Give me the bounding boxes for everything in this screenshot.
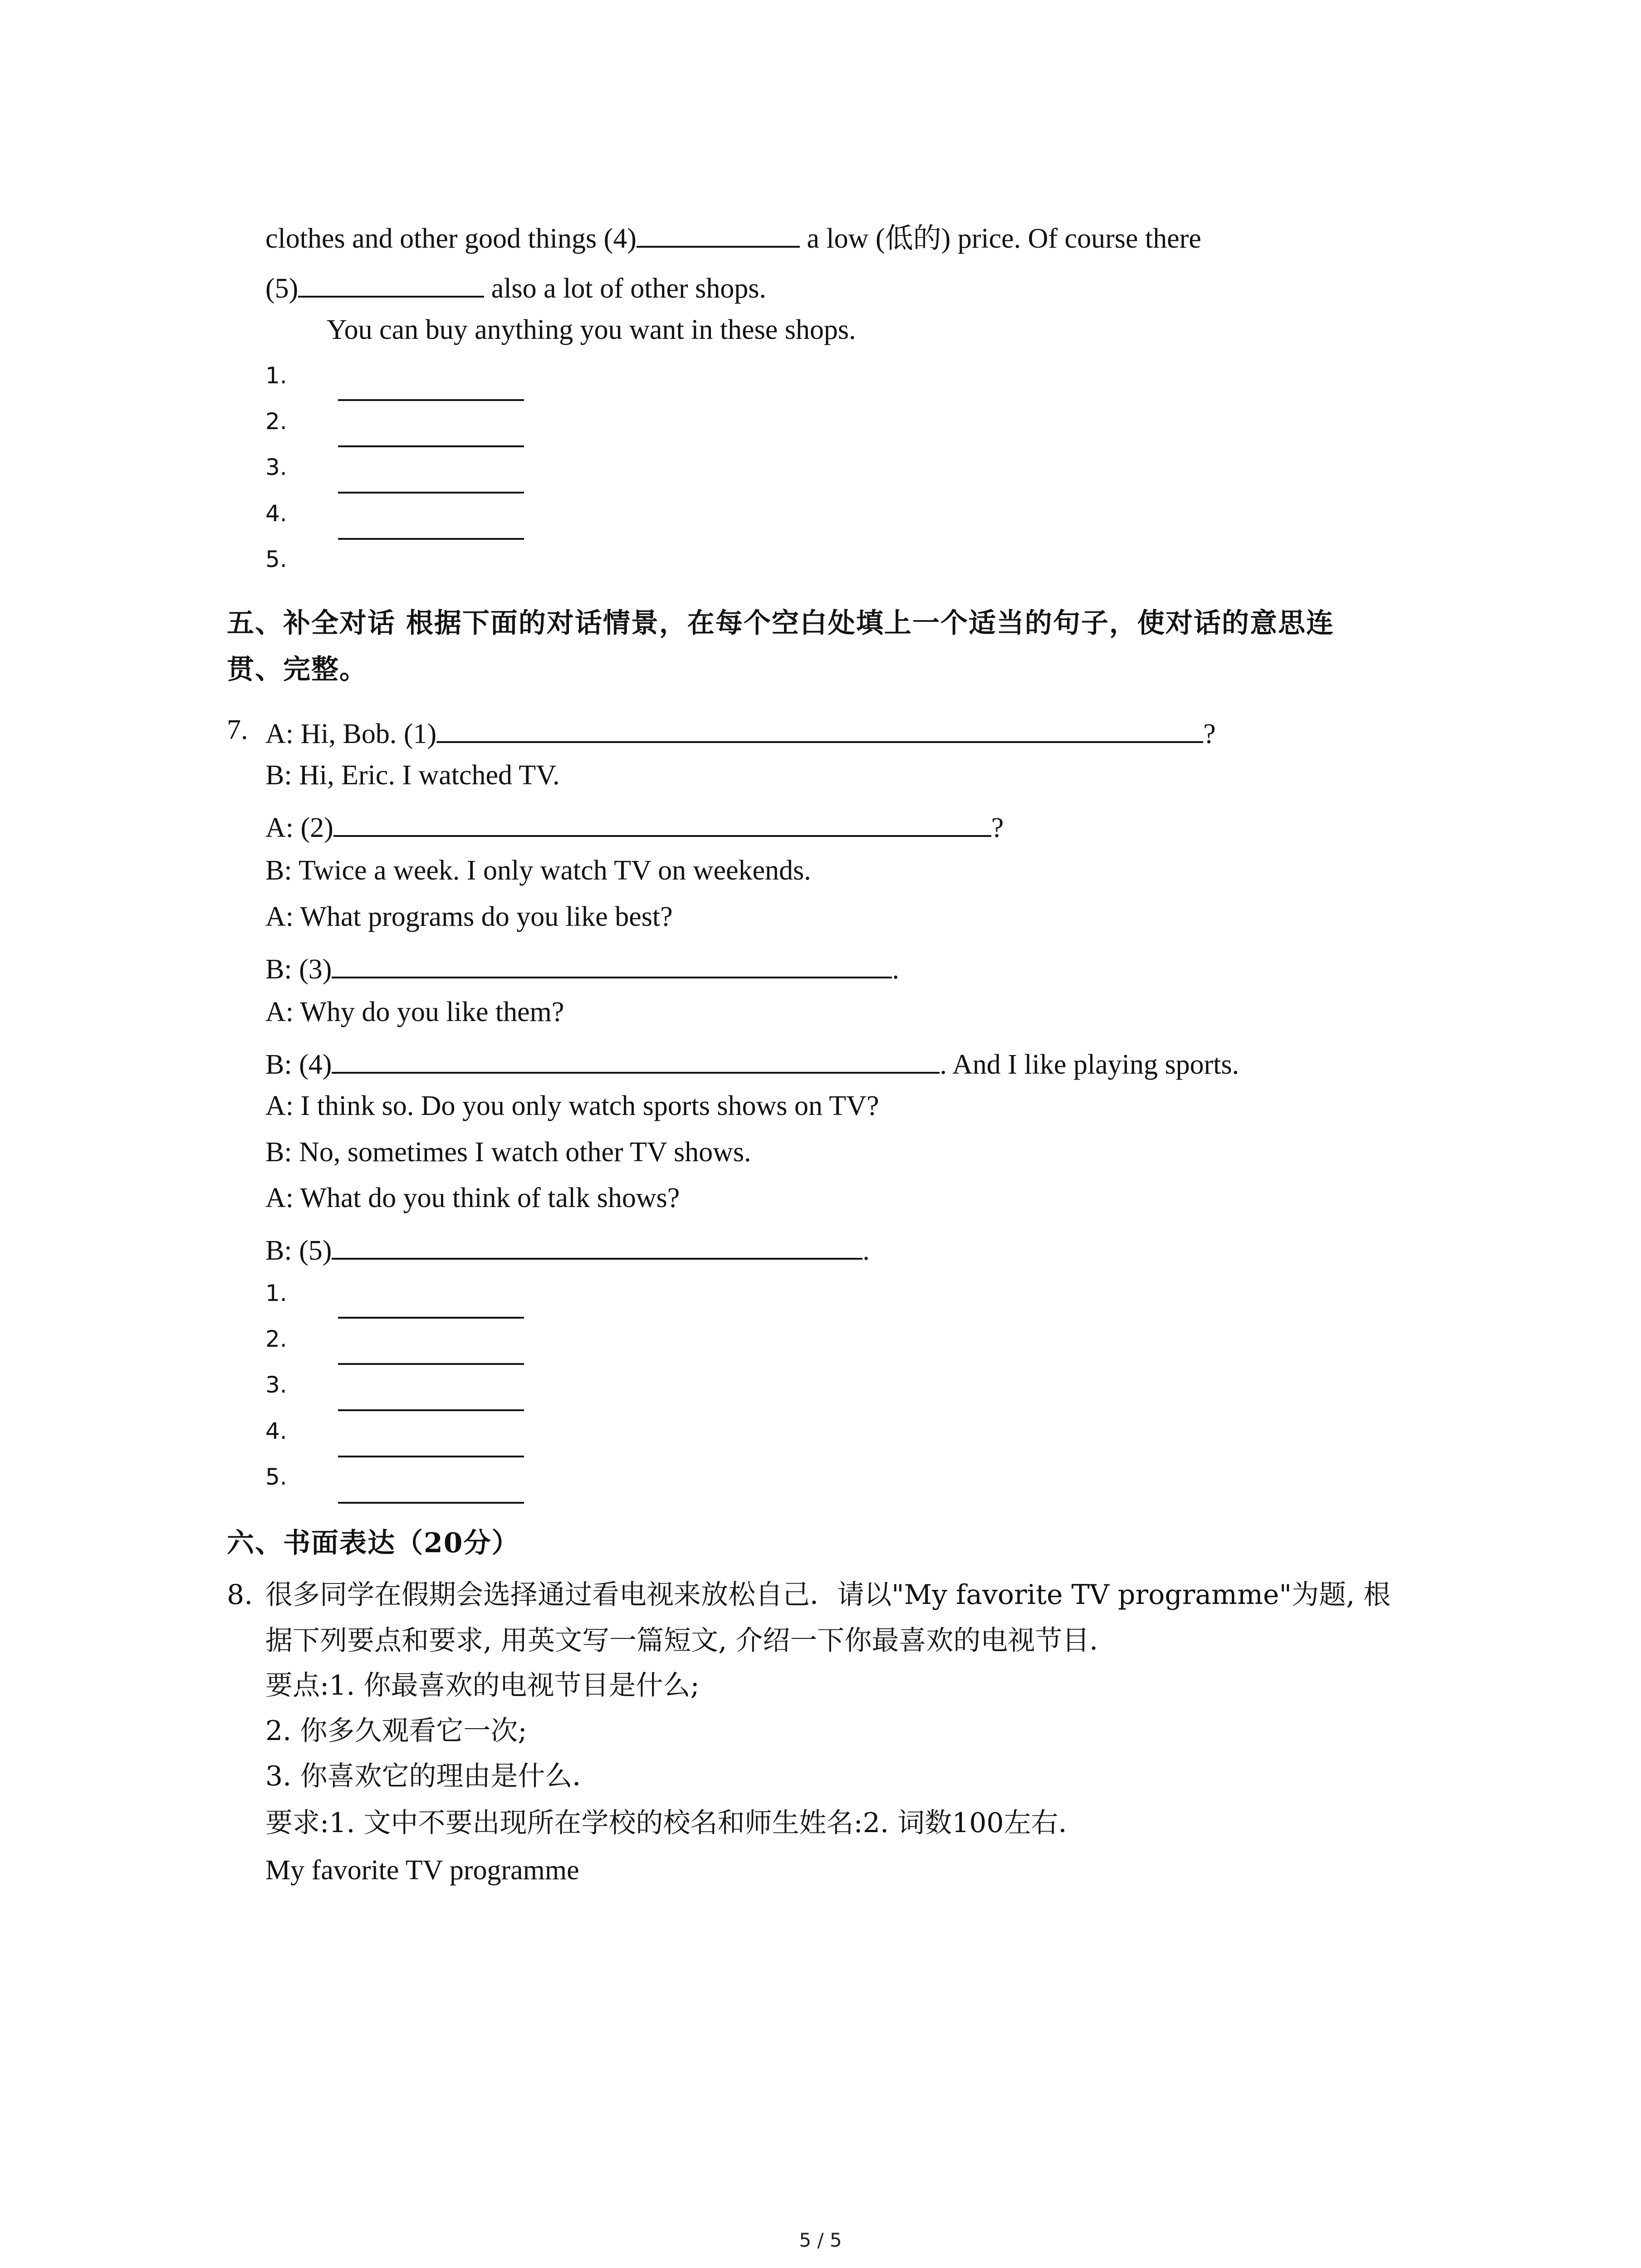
- question-8-point-3: 3. 你喜欢它的理由是什么．: [265, 1760, 600, 1792]
- question-8-point-2: 2. 你多久观看它一次;: [265, 1715, 527, 1747]
- section-6-heading: 六、书面表达（20分）: [227, 1527, 520, 1559]
- answer-b-line-4[interactable]: [338, 1456, 524, 1457]
- dialogue-line-12-start: B: (5): [265, 1235, 332, 1266]
- dialogue-line-8: [265, 1046, 1239, 1079]
- passage-line-2-start: (5): [265, 273, 299, 304]
- answer-a-line-4[interactable]: [338, 538, 524, 540]
- question-8-number: 8.: [227, 1579, 253, 1611]
- dialogue-line-3-end: ?: [991, 812, 1004, 843]
- answer-b-number-1: 1.: [265, 1280, 287, 1306]
- answer-b-line-1[interactable]: [338, 1317, 524, 1319]
- passage-line-1-end: a low (低的) price. Of course there: [799, 223, 1201, 254]
- question-8-point-1: 要点:1. 你最喜欢的电视节目是什么;: [265, 1670, 700, 1701]
- blank-dialogue-3[interactable]: [332, 951, 892, 978]
- question-7-number: 7.: [227, 714, 248, 745]
- dialogue-line-4: B: Twice a week. I only watch TV on weekends.: [265, 855, 811, 886]
- dialogue-line-11: A: What do you think of talk shows?: [265, 1183, 680, 1213]
- answer-a-number-4: 4.: [265, 500, 287, 527]
- dialogue-line-6-start: B: (3): [265, 954, 332, 985]
- question-8-prompt-line-2: 据下列要点和要求, 用英文写一篇短文, 介绍一下你最喜欢的电视节目．: [265, 1625, 1117, 1657]
- blank-dialogue-5[interactable]: [332, 1232, 862, 1260]
- answer-a-line-1[interactable]: [338, 399, 524, 401]
- dialogue-line-7: A: Why do you like them?: [265, 997, 564, 1027]
- passage-line-1-start: clothes and other good things (4): [265, 223, 637, 254]
- answer-a-number-1: 1.: [265, 362, 287, 389]
- dialogue-line-1: [265, 716, 1216, 748]
- dialogue-line-9: A: I think so. Do you only watch sports shows on TV?: [265, 1090, 879, 1121]
- answer-b-line-3[interactable]: [338, 1409, 524, 1411]
- dialogue-line-8-end: . And I like playing sports.: [940, 1049, 1239, 1080]
- answer-a-number-5: 5.: [265, 546, 287, 572]
- blank-dialogue-2[interactable]: [333, 810, 991, 837]
- dialogue-line-12-end: .: [862, 1235, 870, 1266]
- question-8-requirements: 要求:1. 文中不要出现所在学校的校名和师生姓名:2. 词数100左右．: [265, 1807, 1086, 1839]
- dialogue-line-5: A: What programs do you like best?: [265, 901, 673, 932]
- dialogue-line-10: B: No, sometimes I watch other TV shows.: [265, 1137, 751, 1168]
- answer-a-number-2: 2.: [265, 408, 287, 435]
- dialogue-line-12: [265, 1232, 870, 1265]
- answer-a-line-2[interactable]: [338, 445, 524, 447]
- dialogue-line-6: [265, 951, 899, 983]
- blank-passage-4[interactable]: [637, 220, 800, 248]
- answer-b-line-5[interactable]: [338, 1502, 524, 1504]
- passage-line-2: [265, 270, 766, 303]
- passage-line-1: [265, 220, 1201, 253]
- answer-b-number-5: 5.: [265, 1464, 287, 1490]
- dialogue-line-1-start: A: Hi, Bob. (1): [265, 719, 437, 749]
- dialogue-line-8-start: B: (4): [265, 1049, 332, 1080]
- passage-line-3: You can buy anything you want in these shops.: [327, 314, 856, 345]
- passage-line-2-end: also a lot of other shops.: [484, 273, 766, 304]
- dialogue-line-3: [265, 810, 1004, 842]
- answer-b-number-3: 3.: [265, 1372, 287, 1398]
- dialogue-line-1-end: ?: [1203, 719, 1216, 749]
- answer-b-number-4: 4.: [265, 1418, 287, 1444]
- question-8-prompt-line-1: 很多同学在假期会选择通过看电视来放松自己．请以"My favorite TV programme"为题, 根: [265, 1579, 1391, 1611]
- answer-b-line-2[interactable]: [338, 1363, 524, 1365]
- section-5-heading-line-2: 贯、完整。: [227, 654, 367, 685]
- dialogue-line-3-start: A: (2): [265, 812, 333, 843]
- page-number: 5 / 5: [799, 2229, 842, 2251]
- blank-dialogue-1[interactable]: [436, 716, 1203, 743]
- answer-b-number-2: 2.: [265, 1326, 287, 1352]
- dialogue-line-6-end: .: [892, 954, 899, 985]
- answer-a-line-3[interactable]: [338, 492, 524, 494]
- blank-dialogue-4[interactable]: [332, 1046, 940, 1074]
- blank-passage-5[interactable]: [298, 270, 484, 298]
- section-5-heading-line-1: 五、补全对话 根据下面的对话情景，在每个空白处填上一个适当的句子，使对话的意思连: [227, 607, 1334, 639]
- essay-title: My favorite TV programme: [265, 1855, 579, 1886]
- answer-a-number-3: 3.: [265, 454, 287, 480]
- dialogue-line-2: B: Hi, Eric. I watched TV.: [265, 760, 560, 791]
